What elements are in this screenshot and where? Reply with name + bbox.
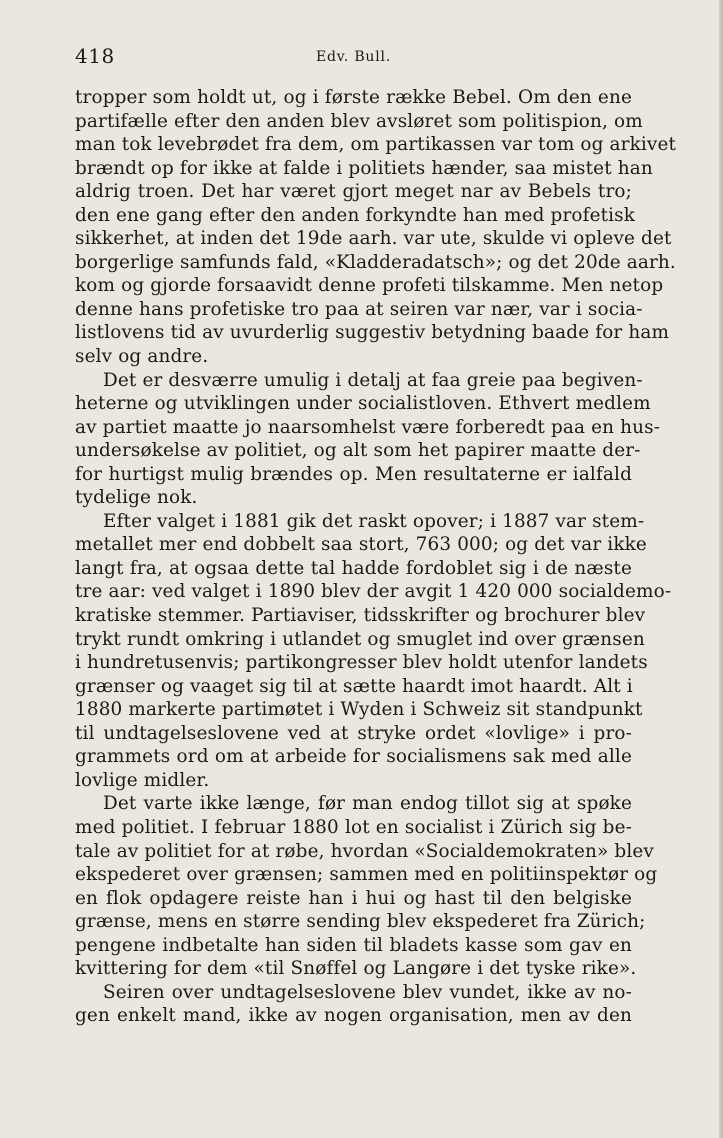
body-text [75, 86, 677, 1028]
text-line: kom og gjorde forsaavidt denne profeti tilskamme. Men netop [75, 275, 664, 297]
text-line: den ene gang efter den anden forkyndte han med profetisk [75, 204, 636, 226]
text-line: langt fra, at ogsaa dette tal hadde fordoblet sig i de næste [75, 557, 632, 579]
text-line: for hurtigst mulig brændes op. Men resultaterne er ialfald [75, 463, 632, 485]
text-line: undersøkelse av politiet, og alt som het papirer maatte der- [75, 440, 641, 462]
paragraph [75, 86, 677, 369]
page-edge [719, 0, 723, 1138]
text-line: tydelige nok. [75, 487, 198, 509]
text-line: gen enkelt mand, ikke av nogen organisation, men av den [75, 1005, 632, 1027]
text-line: brændt op for ikke at falde i politiets hænder, saa mistet han [75, 157, 653, 179]
text-line: heterne og utviklingen under socialistloven. Ethvert medlem [75, 393, 651, 415]
text-line: kvittering for dem «til Snøffel og Langøre i det tyske rike». [75, 958, 637, 980]
text-line: Det er desværre umulig i detalj at faa greie paa begiven- [103, 369, 643, 391]
paragraph [75, 369, 661, 510]
text-line: Seiren over undtagelseslovene blev vundet, ikke av no- [103, 981, 632, 1003]
text-line: med politiet. I februar 1880 lot en socialist i Zürich sig be- [75, 816, 632, 838]
text-line: grænse, mens en større sending blev ekspederet fra Zürich; [75, 911, 646, 933]
text-line: kratiske stemmer. Partiaviser, tidsskrifter og brochurer blev [75, 605, 646, 627]
text-line: en flok opdagere reiste han i hui og hast til den belgiske [75, 887, 632, 909]
text-line: metallet mer end dobbelt saa stort, 763 000; og det var ikke [75, 534, 647, 556]
paragraph [75, 981, 632, 1028]
page-header [75, 44, 631, 74]
running-head: Edv. Bull. [316, 49, 392, 65]
text-line: til undtagelseslovene ved at stryke ordet «lovlige» i pro- [75, 722, 632, 744]
text-line: grammets ord om at arbeide for socialismens sak med alle [75, 746, 632, 768]
text-line: trykt rundt omkring i utlandet og smuglet ind over grænsen [75, 628, 645, 650]
text-line: denne hans profetiske tro paa at seiren var nær, var i socia- [75, 298, 643, 320]
text-line: tropper som holdt ut, og i første række Bebel. Om den ene [75, 87, 632, 108]
text-line: sikkerhet, at inden det 19de aarh. var ute, skulde vi opleve det [75, 228, 672, 250]
text-line: pengene indbetalte han siden til bladets kasse som gav en [75, 934, 632, 956]
page-number: 418 [75, 44, 115, 68]
text-line: Efter valget i 1881 gik det raskt opover; i 1887 var stem- [103, 510, 645, 532]
text-line: listlovens tid av uvurderlig suggestiv betydning baade for ham [75, 322, 670, 344]
text-line: lovlige midler. [75, 769, 210, 791]
text-line: 1880 markerte partimøtet i Wyden i Schweiz sit standpunkt [75, 699, 643, 721]
text-line: i hundretusenvis; partikongresser blev holdt utenfor landets [75, 652, 648, 674]
text-line: tre aar: ved valget i 1890 blev der avgit 1 420 000 socialdemo- [75, 581, 672, 603]
text-line: borgerlige samfunds fald, «Kladderadatsch»; og det 20de aarh. [75, 251, 676, 273]
paragraph [75, 510, 672, 793]
text-line: av partiet maatte jo naarsomhelst være forberedt paa en hus- [75, 416, 661, 438]
text-line: tale av politiet for at røbe, hvordan «Socialdemokraten» blev [75, 840, 654, 862]
text-line: partifælle efter den anden blev avsløret som politispion, om [75, 110, 643, 132]
text-line: aldrig troen. Det har været gjort meget nar av Bebels tro; [75, 181, 632, 203]
text-line: grænser og vaaget sig til at sætte haardt imot haardt. Alt i [75, 675, 633, 697]
paragraph [75, 792, 658, 980]
text-line: man tok levebrødet fra dem, om partikassen var tom og arkivet [75, 134, 677, 156]
text-line: ekspederet over grænsen; sammen med en politiinspektør og [75, 864, 658, 886]
text-line: selv og andre. [75, 346, 209, 368]
text-line: Det varte ikke længe, før man endog tillot sig at spøke [103, 793, 632, 815]
